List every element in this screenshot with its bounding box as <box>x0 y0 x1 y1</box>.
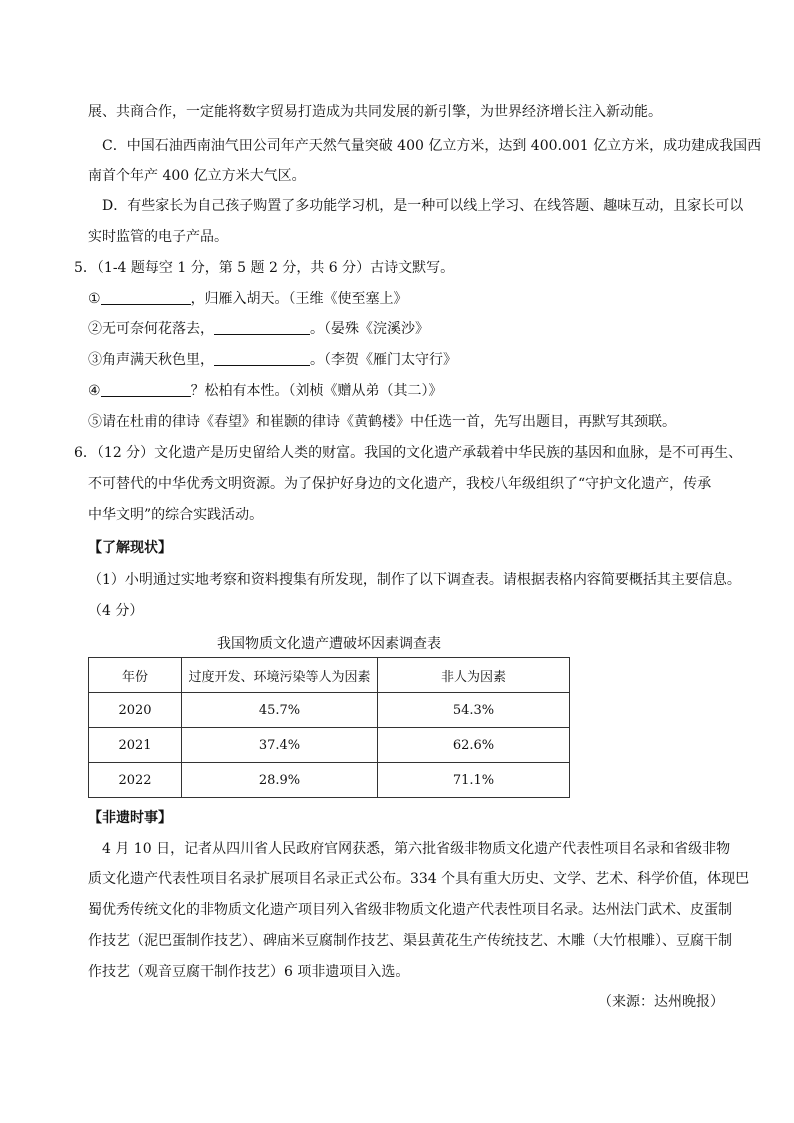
cell-year: 2021 <box>89 728 182 763</box>
news-paragraph-line2: 质文化遗产代表性项目名录扩展项目名录正式公布。334 个具有重大历史、文学、艺术、科学价值，体现巴 <box>88 871 750 887</box>
option-d-line1: D．有些家长为自己孩子购置了多功能学习机，是一种可以线上学习、在线答题、趣味互动，且家长可以 <box>102 198 744 214</box>
cell-natural: 54.3% <box>378 693 570 728</box>
news-paragraph-line4: 作技艺（泥巴蛋制作技艺）、碑庙米豆腐制作技艺、渠县黄花生产传统技艺、木雕（大竹根雕）、豆腐干制 <box>88 933 732 949</box>
answer-blank-3[interactable] <box>214 351 310 366</box>
option-d-line2: 实时监管的电子产品。 <box>88 229 228 245</box>
survey-table <box>88 657 570 798</box>
header-natural-factors: 非人为因素 <box>378 658 570 693</box>
poem-item-3 <box>88 350 457 370</box>
cell-human: 28.9% <box>182 763 378 798</box>
poem-item-2 <box>88 319 429 339</box>
poem-item-4 <box>88 381 443 401</box>
table-caption: 我国物质文化遗产遭破坏因素调查表 <box>217 636 441 652</box>
sub-question-1-points: （4 分） <box>88 603 144 619</box>
cell-human: 45.7% <box>182 693 378 728</box>
answer-blank-1[interactable] <box>101 290 191 305</box>
item-tail: ？松柏有本性。（刘桢《赠从弟（其二）》 <box>190 383 443 399</box>
news-source: （来源：达州晚报） <box>598 994 724 1010</box>
item-text: ②无可奈何花落去， <box>88 321 214 337</box>
cell-natural: 71.1% <box>378 763 570 798</box>
poem-item-1 <box>88 289 408 309</box>
table-row <box>89 728 570 763</box>
item-text: ，归雁入胡天。（王维《使至塞上》 <box>190 291 408 307</box>
sub-question-1: （1）小明通过实地考察和资料搜集有所发现，制作了以下调查表。请根据表格内容简要概括其主要信息。 <box>88 572 741 588</box>
item-number: ① <box>88 291 101 307</box>
news-paragraph-line5: 作技艺（观音豆腐干制作技艺）6 项非遗项目入选。 <box>88 964 410 980</box>
question-6-line3: 中华文明”的综合实践活动。 <box>88 507 264 523</box>
answer-blank-2[interactable] <box>214 320 310 335</box>
poem-item-5: ⑤请在杜甫的律诗《春望》和崔颢的律诗《黄鹤楼》中任选一首，先写出题目，再默写其颈联。 <box>88 414 676 430</box>
question-6-line2: 不可替代的中华优秀文明资源。为了保护好身边的文化遗产，我校八年级组织了“守护文化遗产，传承 <box>88 476 712 492</box>
cell-year: 2020 <box>89 693 182 728</box>
header-year: 年份 <box>89 658 182 693</box>
answer-blank-4[interactable] <box>101 382 191 397</box>
cell-year: 2022 <box>89 763 182 798</box>
section-heading-news: 【非遗时事】 <box>88 810 172 826</box>
news-paragraph-line1: 4 月 10 日，记者从四川省人民政府官网获悉，第六批省级非物质文化遗产代表性项目名录和省级非物 <box>102 841 731 857</box>
question-5-heading: 5．（1-4 题每空 1 分，第 5 题 2 分，共 6 分）古诗文默写。 <box>74 260 455 276</box>
option-b-continuation: 展、共商合作，一定能将数字贸易打造成为共同发展的新引擎，为世界经济增长注入新动能。 <box>88 104 662 120</box>
cell-human: 37.4% <box>182 728 378 763</box>
news-paragraph-line3: 蜀优秀传统文化的非物质文化遗产项目列入省级非物质文化遗产代表性项目名录。达州法门武术、皮蛋制 <box>88 902 732 918</box>
header-human-factors: 过度开发、环境污染等人为因素 <box>182 658 378 693</box>
option-c-line1: C．中国石油西南油气田公司年产天然气量突破 400 亿立方米，达到 400.001 亿立方米，成功建成我国西 <box>102 138 762 154</box>
item-number: ④ <box>88 383 101 399</box>
question-6-line1: 6．（12 分）文化遗产是历史留给人类的财富。我国的文化遗产承载着中华民族的基因和血脉，是不可再生、 <box>74 445 743 461</box>
item-tail: 。（李贺《雁门太守行》 <box>310 352 457 368</box>
option-c-line2: 南首个年产 400 亿立方米大气区。 <box>88 168 306 184</box>
item-tail: 。（晏殊《浣溪沙》 <box>310 321 429 337</box>
item-text: ③角声满天秋色里， <box>88 352 214 368</box>
table-header-row <box>89 658 570 693</box>
cell-natural: 62.6% <box>378 728 570 763</box>
table-row <box>89 693 570 728</box>
table-row <box>89 763 570 798</box>
section-heading-status: 【了解现状】 <box>88 540 172 556</box>
